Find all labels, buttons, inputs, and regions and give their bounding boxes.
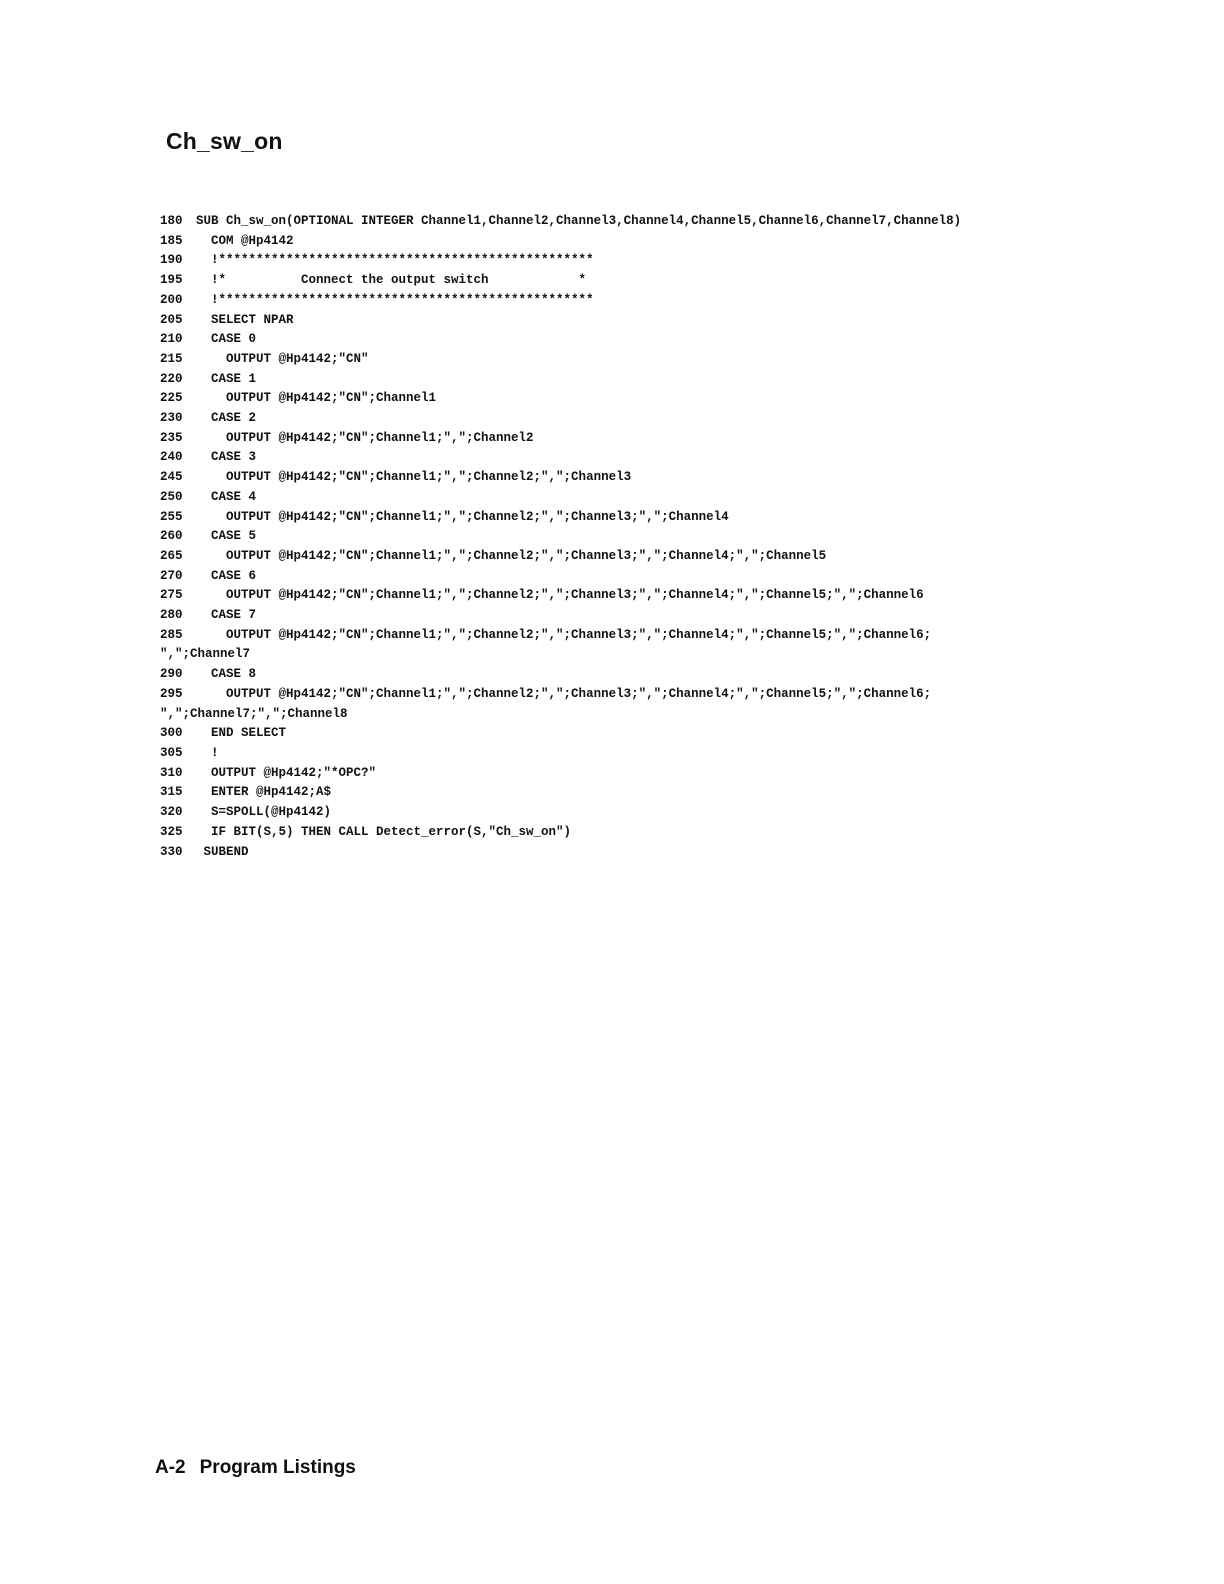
line-number: 280 <box>160 608 183 623</box>
code-text: OUTPUT @Hp4142;"CN";Channel1;",";Channel2;",";Channel3 <box>196 470 632 485</box>
code-text: CASE 3 <box>196 450 257 465</box>
line-number: 290 <box>160 667 183 682</box>
code-text: OUTPUT @Hp4142;"*OPC?" <box>196 765 377 780</box>
line-number: 330 <box>160 844 183 859</box>
line-number: 230 <box>160 411 183 426</box>
code-text: END SELECT <box>196 726 287 741</box>
code-text: OUTPUT @Hp4142;"CN";Channel1 <box>196 391 437 406</box>
code-line <box>160 350 1100 370</box>
code-text: CASE 1 <box>196 371 257 386</box>
code-line <box>160 547 1100 567</box>
code-line <box>160 271 1100 291</box>
code-line <box>160 212 1100 232</box>
line-number: 240 <box>160 450 183 465</box>
code-line <box>160 311 1100 331</box>
code-text: OUTPUT @Hp4142;"CN";Channel1;",";Channel2;",";Channel3;",";Channel4;",";Channel5 <box>196 548 827 563</box>
code-text: OUTPUT @Hp4142;"CN" <box>196 351 369 366</box>
code-line <box>160 586 1100 606</box>
code-line <box>160 803 1100 823</box>
code-text: ",";Channel7;",";Channel8 <box>160 706 348 721</box>
code-line <box>160 665 1100 685</box>
code-text: OUTPUT @Hp4142;"CN";Channel1;",";Channel2;",";Channel3;",";Channel4;",";Channel5;",";Channel6; <box>196 686 932 701</box>
code-text: OUTPUT @Hp4142;"CN";Channel1;",";Channel2;",";Channel3;",";Channel4;",";Channel5;",";Channel6 <box>196 588 924 603</box>
code-line <box>160 232 1100 252</box>
code-line <box>160 764 1100 784</box>
line-number: 275 <box>160 588 183 603</box>
line-number: 205 <box>160 312 183 327</box>
line-number: 315 <box>160 785 183 800</box>
code-line <box>160 783 1100 803</box>
code-line <box>160 291 1100 311</box>
line-number: 305 <box>160 745 183 760</box>
code-line <box>160 468 1100 488</box>
code-text: ENTER @Hp4142;A$ <box>196 785 332 800</box>
code-line <box>160 823 1100 843</box>
program-listing <box>160 212 1100 862</box>
line-number: 210 <box>160 332 183 347</box>
code-line <box>160 409 1100 429</box>
code-line <box>160 389 1100 409</box>
line-number: 320 <box>160 805 183 820</box>
page-title: Ch_sw_on <box>166 128 283 154</box>
code-line-continuation <box>160 705 1100 725</box>
code-text: CASE 5 <box>196 529 257 544</box>
page-number: A-2 <box>155 1457 186 1478</box>
line-number: 195 <box>160 273 183 288</box>
line-number: 325 <box>160 824 183 839</box>
code-line <box>160 448 1100 468</box>
code-text: OUTPUT @Hp4142;"CN";Channel1;",";Channel2 <box>196 430 534 445</box>
line-number: 185 <box>160 233 183 248</box>
code-text: ",";Channel7 <box>160 647 251 662</box>
line-number: 260 <box>160 529 183 544</box>
code-text: OUTPUT @Hp4142;"CN";Channel1;",";Channel2;",";Channel3;",";Channel4 <box>196 509 729 524</box>
code-line <box>160 567 1100 587</box>
code-line <box>160 626 1100 646</box>
line-number: 245 <box>160 470 183 485</box>
line-number: 215 <box>160 351 183 366</box>
section-title: Program Listings <box>199 1457 356 1478</box>
code-line <box>160 843 1100 863</box>
code-line <box>160 330 1100 350</box>
line-number: 285 <box>160 627 183 642</box>
code-text: S=SPOLL(@Hp4142) <box>196 805 332 820</box>
code-line <box>160 251 1100 271</box>
line-number: 180 <box>160 214 183 228</box>
line-number: 225 <box>160 391 183 406</box>
line-number: 300 <box>160 726 183 741</box>
page-footer <box>155 1457 356 1479</box>
code-line <box>160 429 1100 449</box>
code-text: SUBEND <box>196 844 249 859</box>
line-number: 265 <box>160 548 183 563</box>
line-number: 270 <box>160 568 183 583</box>
line-number: 295 <box>160 686 183 701</box>
code-line <box>160 724 1100 744</box>
code-text: SUB Ch_sw_on(OPTIONAL INTEGER Channel1,Channel2,Channel3,Channel4,Channel5,Channel6,Channel7,Channel8) <box>196 214 962 228</box>
code-line <box>160 685 1100 705</box>
code-text: CASE 7 <box>196 608 257 623</box>
code-text: IF BIT(S,5) THEN CALL Detect_error(S,"Ch_sw_on") <box>196 824 572 839</box>
code-text: CASE 6 <box>196 568 257 583</box>
code-text: CASE 2 <box>196 411 257 426</box>
code-line <box>160 527 1100 547</box>
code-text: CASE 4 <box>196 489 257 504</box>
line-number: 220 <box>160 371 183 386</box>
line-number: 255 <box>160 509 183 524</box>
line-number: 200 <box>160 292 183 307</box>
code-text: ! <box>196 745 219 760</box>
code-line <box>160 744 1100 764</box>
code-line <box>160 370 1100 390</box>
code-line <box>160 488 1100 508</box>
code-text: CASE 8 <box>196 667 257 682</box>
code-text: !************************************************** <box>196 253 594 268</box>
line-number: 250 <box>160 489 183 504</box>
code-line <box>160 606 1100 626</box>
line-number: 310 <box>160 765 183 780</box>
code-text: COM @Hp4142 <box>196 233 294 248</box>
line-number: 190 <box>160 253 183 268</box>
code-text: SELECT NPAR <box>196 312 294 327</box>
code-line <box>160 508 1100 528</box>
code-text: OUTPUT @Hp4142;"CN";Channel1;",";Channel2;",";Channel3;",";Channel4;",";Channel5;",";Channel6; <box>196 627 932 642</box>
line-number: 235 <box>160 430 183 445</box>
code-text: CASE 0 <box>196 332 257 347</box>
code-text: !* Connect the output switch * <box>196 273 587 288</box>
code-text: !************************************************** <box>196 292 594 307</box>
code-line-continuation <box>160 645 1100 665</box>
